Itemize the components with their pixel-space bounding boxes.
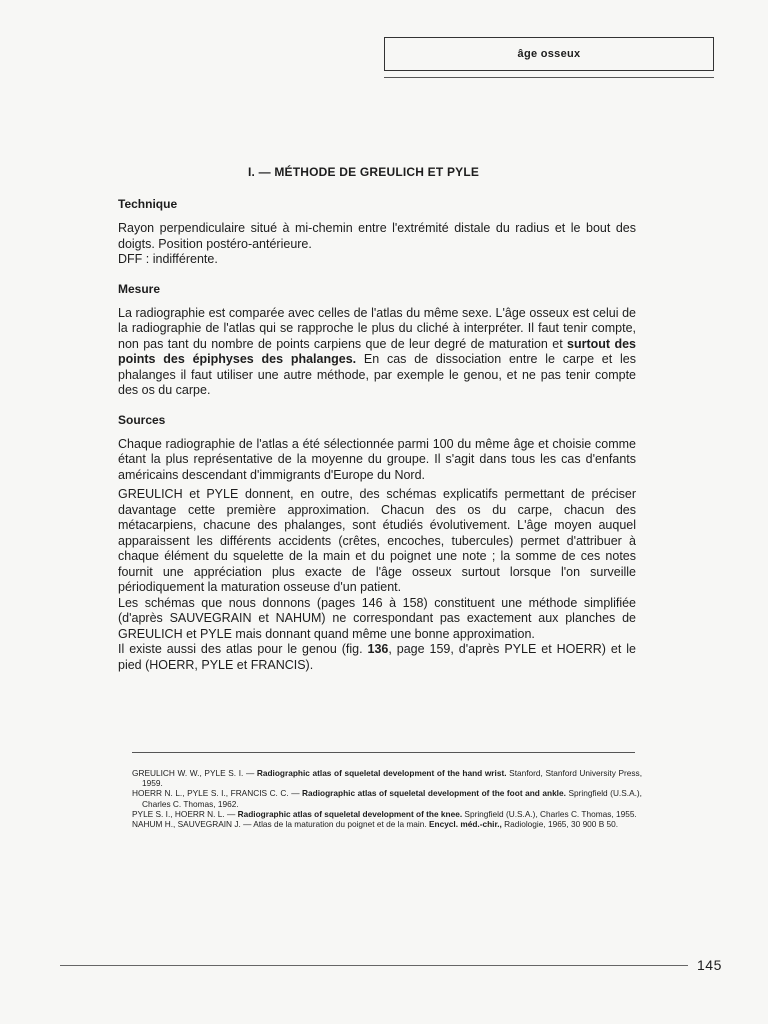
- mesure-heading: Mesure: [118, 281, 161, 296]
- mesure-text-bold: surtout des points des épiphyses des phalanges.: [118, 336, 636, 366]
- reference-authors: PYLE S. I., HOERR N. L. —: [132, 808, 238, 819]
- mesure-text: [118, 306, 636, 399]
- mesure-text-after: En cas de dissociation entre le carpe et les phalanges il faut utiliser une autre méthode, par exemple le genou, et ne pas tenir compte des os du carpe.: [118, 352, 636, 397]
- figure-number: 136: [367, 642, 389, 656]
- sources-paragraph-1: Chaque radiographie de l'atlas a été sélectionnée parmi 100 du même âge et choisie comme étant la plus représentative de la moyenne du groupe. Il s'agit dans tous les cas d'enfants américains descendant d'immigrants d'Europe du Nord.: [118, 436, 636, 482]
- reference-item: [132, 788, 642, 808]
- reference-item: [132, 819, 642, 829]
- sources-paragraph-3: Les schémas que nous donnons (pages 146 à 158) constituent une méthode simplifiée (d'après SAUVEGRAIN et NAHUM) ne correspondant pas exactement aux planches de GREULICH et PYLE mais donnant quand même une bonne approximation.: [118, 595, 636, 641]
- reference-details: Springfield (U.S.A.), Charles C. Thomas, 1962.: [142, 788, 642, 809]
- sources-paragraph-4: [118, 642, 636, 673]
- references-rule: [132, 752, 635, 753]
- section-header-box: [384, 37, 714, 71]
- sources-p4-before: Il existe aussi des atlas pour le genou (fig.: [118, 642, 368, 656]
- section-label: âge osseux: [517, 48, 581, 60]
- footer-rule: [60, 965, 688, 966]
- main-content: [118, 197, 636, 673]
- reference-title: Radiographic atlas of squeletal development of the knee.: [237, 808, 463, 819]
- sources-paragraph-2: GREULICH et PYLE donnent, en outre, des schémas explicatifs permettant de préciser davantage cette première approximation. Chacun des os du carpe, chacun des métacarpiens, chacune des phalanges, sont étudiés évolutivement. L'âge moyen auquel apparaissent les différents accidents (crêtes, encoches, tubercules) permet d'attribuer à chaque élément du squelette de la main et du poignet une note ; la somme de ces notes fournit une appréciation plus exacte de l'âge osseux surtout lorsque l'on surveille périodiquement la maturation osseuse d'un patient.: [118, 487, 636, 594]
- reference-details: Stanford, Stanford University Press, 1959.: [142, 768, 642, 789]
- sources-p4-after: , page 159, d'après PYLE et HOERR) et le pied (HOERR, PYLE et FRANCIS).: [118, 642, 636, 672]
- technique-text: Rayon perpendiculaire situé à mi-chemin entre l'extrémité distale du radius et le bout des doigts. Position postéro-antérieure.: [118, 221, 636, 251]
- reference-title: Radiographic atlas of squeletal development of the foot and ankle.: [302, 788, 566, 799]
- reference-title: Radiographic atlas of squeletal development of the hand wrist.: [256, 768, 507, 778]
- mesure-text-before: La radiographie est comparée avec celles de l'atlas du même sexe. L'âge osseux est celui de la radiographie de l'atlas qui se rapproche le plus du cliché à interpréter. Il faut tenir compte, non pas tant du nombre de points carpiens que de leur degré de maturation et: [118, 305, 636, 351]
- technique-heading: Technique: [118, 197, 178, 211]
- page-title: I. — MÉTHODE DE GREULICH ET PYLE: [248, 165, 480, 179]
- header-rule: [384, 77, 714, 78]
- reference-authors: NAHUM H., SAUVEGRAIN J. —: [132, 819, 254, 830]
- reference-item: [132, 809, 642, 819]
- page-number: 145: [697, 957, 722, 973]
- reference-details: Radiologie, 1965, 30 900 B 50.: [501, 819, 619, 830]
- technique-dff: DFF : indifférente.: [118, 252, 218, 266]
- reference-authors: GREULICH W. W., PYLE S. I. —: [132, 768, 257, 778]
- reference-journal: Encycl. méd.-chir.,: [426, 819, 502, 830]
- sources-heading: Sources: [118, 412, 166, 427]
- reference-item: [132, 768, 642, 788]
- references-list: [132, 768, 642, 829]
- reference-title: Atlas de la maturation du poignet et de la main.: [253, 819, 427, 830]
- reference-authors: HOERR N. L., PYLE S. I., FRANCIS C. C. —: [132, 788, 303, 799]
- reference-details: Springfield (U.S.A.), Charles C. Thomas, 1955.: [462, 808, 637, 819]
